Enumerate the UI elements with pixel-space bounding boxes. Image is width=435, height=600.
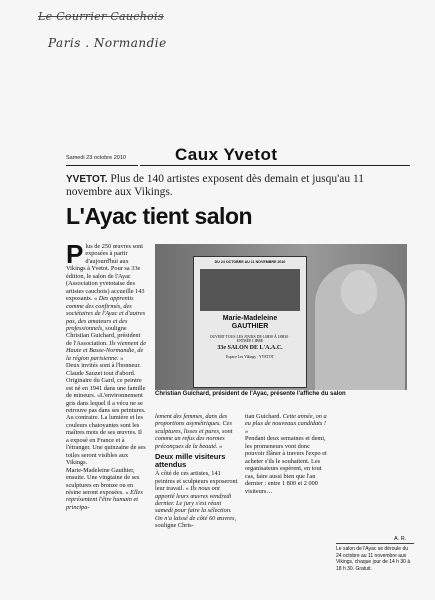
col1-quote-c: Elles représentent l'être humain et principa- [66, 488, 143, 511]
col2-quote-b: Ils nous ont apporté leurs œuvres vendredi dernier. Le jury s'est réuni samedi pour faire la sélection. On n'a laissé de côté 60 œuvres, [155, 485, 237, 522]
section-rubric: Caux Yvetot [175, 145, 278, 164]
col3-quote-a: Cette année, on a eu plus de nouveaux candidats ! [245, 413, 327, 428]
col1-quote-a: Des apprentis comme des confirmés, des sociétaires de l'Ayac et d'autres pas, des amateurs et des professionnels, [66, 295, 146, 332]
poster-image [200, 269, 300, 311]
photo-caption: Christian Guichard, président de l'Ayac, présente l'affiche du salon [155, 391, 346, 397]
col1-text-b: souligne Christian Guichard, président de l'Association. [66, 324, 141, 347]
poster-venue: Espace Les Vikings · YVETOT [226, 355, 274, 359]
col1-paragraph-3: Marie-Madeleine Gauthier, ensuite. Une vingtaine de ses sculptures en bronze ou en résine seront exposées. « [66, 466, 140, 496]
col2-text-c: souligne Chris- [155, 522, 194, 530]
practical-info-box: Le salon de l'Ayac se déroule du 24 octobre au 11 novembre aux Vikings, chaque jour de 14 h 30 à 18 h 30. Gratuit. [336, 543, 414, 572]
author-signature: A. R. [394, 536, 407, 542]
col1-text-c: » [118, 354, 124, 362]
poster-name-first: Marie-Madeleine [222, 315, 278, 322]
article-subhead: Deux mille visiteurs attendus [155, 452, 226, 469]
lead-text: Plus de 140 artistes exposent dès demain et jusqu'au 11 novembre aux Vikings. [66, 173, 365, 198]
col3-text-b: » [245, 427, 249, 435]
col2-quote-a: lement des femmes, dans des proportions asymétriques. Ces sculptures, lisses et pures, sont comme un refus des normes préconçues de la beauté. [155, 413, 233, 450]
issue-date: Samedi 23 octobre 2010 [66, 155, 126, 161]
handwritten-note-source: Le Courrier Cauchois [38, 10, 164, 23]
col3-text-a: tian Guichard. [245, 413, 282, 420]
article-column-2 [155, 413, 239, 530]
rubric-rule [140, 165, 410, 166]
lead-city: YVETOT. [66, 174, 108, 185]
person-head [341, 270, 377, 314]
col1-text-a: lus de 250 œuvres sont exposées à partir d'aujourd'hui aux Vikings à Yvetot. Pour sa 33e édition, le salon de l'Ayac (Association yvetotaise des artistes cauchois) accueille 143 exposants. « [66, 243, 145, 303]
col1-paragraph-2: Deux invités sont à l'honneur. Claude Sauzet tout d'abord. Originaire du Gard, ce peintre est né en 1941 dans une famille de mineurs. «L'environnement gris dans lequel il a vécu ne se retrouve pas dans ses peintures. Au contraire. La lumière et les couleurs chatoyantes sont les maîtres mots de ses œuvres. Il a exposé en France et à l'étranger. Une quinzaine de ses toiles seront visibles aux Vikings. [66, 362, 146, 467]
article-headline: L'Ayac tient salon [66, 203, 253, 229]
poster-top-line: DU 24 OCTOBRE AU 11 NOVEMBRE 2010 [214, 260, 286, 264]
col2-text-a: » [217, 442, 223, 450]
poster-salon-title: 33e SALON DE L'A.A.C. [217, 345, 283, 351]
col1-quote-b: Ils viennent de Haute et Basse-Normandie, de la région parisienne. [66, 339, 147, 362]
drop-cap: P [66, 239, 84, 269]
poster-name-last: GAUTHIER [231, 323, 269, 330]
article-column-1 [66, 239, 147, 511]
article-lead [66, 173, 366, 199]
article-column-3 [245, 413, 329, 495]
article-photo [155, 244, 407, 390]
date-rule [66, 165, 138, 166]
salon-poster [193, 256, 307, 388]
poster-dates: OUVERT TOUS LES JOURS DE 14H30 À 18H30 · ENTRÉE LIBRE [209, 335, 291, 343]
col2-text-b: À côté de ces artistes, 141 peintres et sculpteurs exposeront leur travail. « [155, 470, 238, 493]
handwritten-note-region: Paris . Normandie [48, 36, 167, 50]
col3-paragraph-2: Pendant deux semaines et demi, les promeneurs vont donc pouvoir flâner à travers l'expo et acheter s'ils le souhaitent. Les organisateurs espèrent, en tout cas, faire aussi bien que l'an dernier : entre 1 800 et 2 000 visiteurs… [245, 435, 327, 495]
